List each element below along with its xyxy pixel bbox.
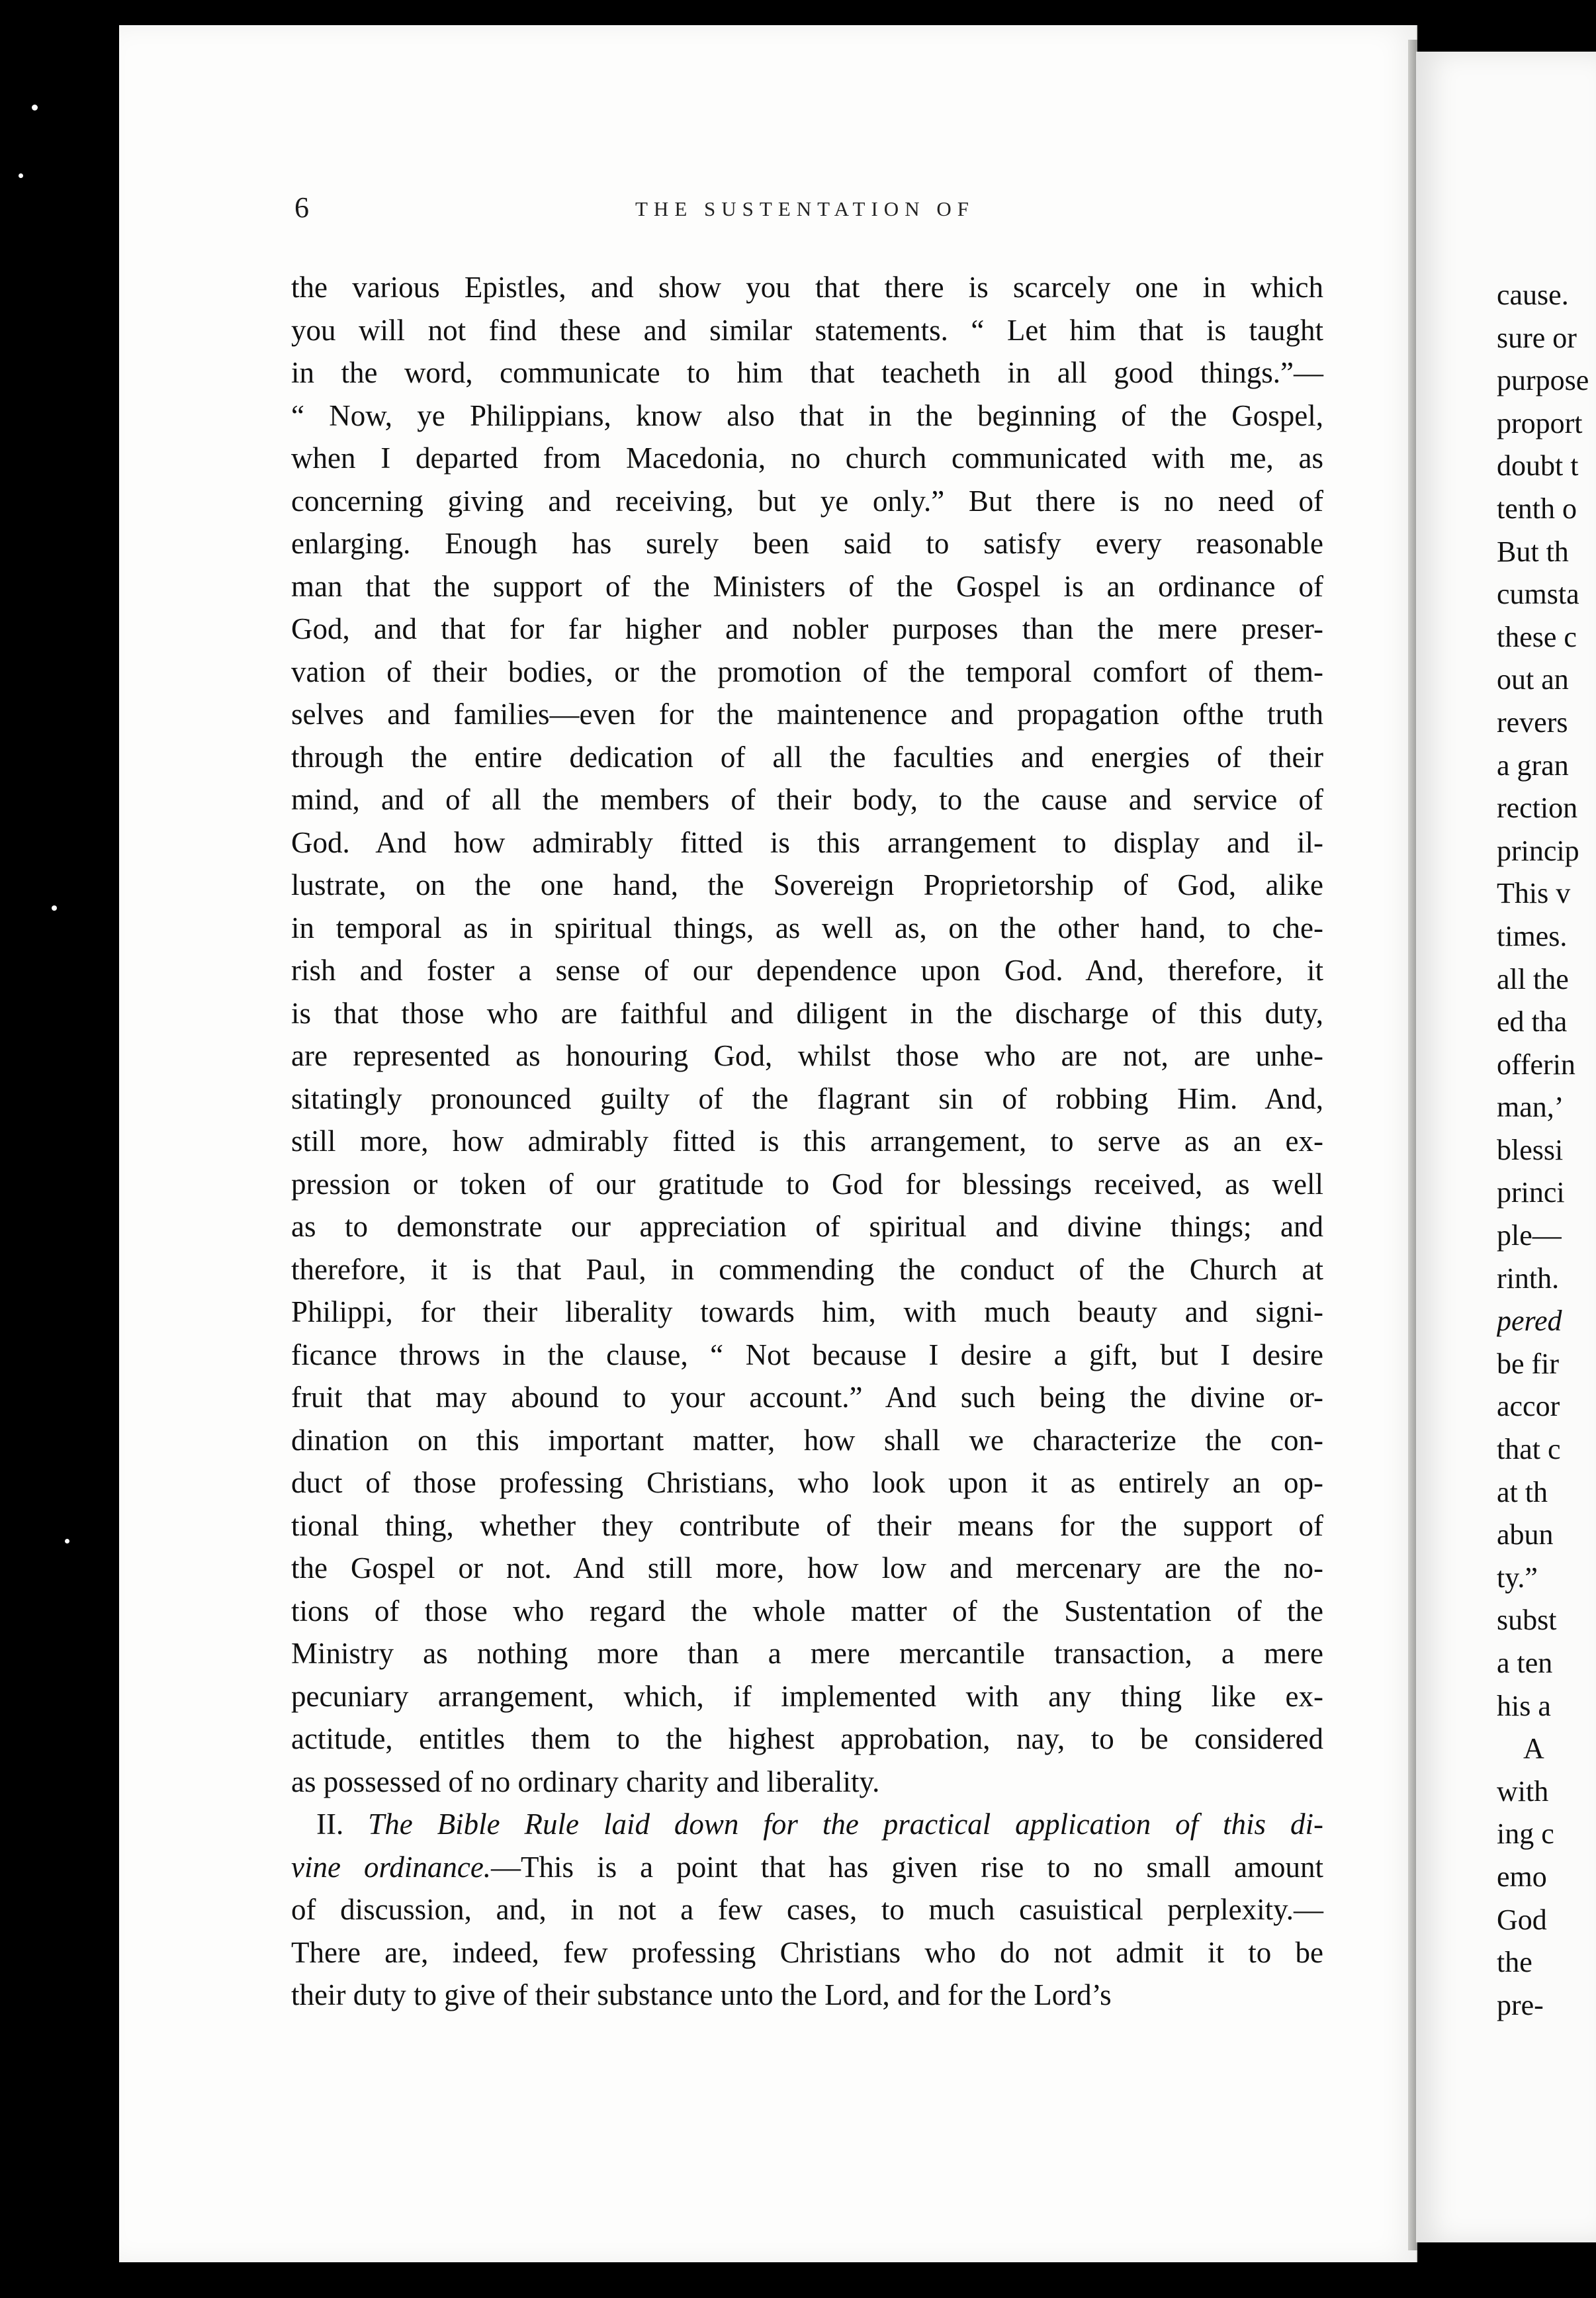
right-text-fragment: cause. — [1497, 279, 1569, 311]
text-line: actitude, entitles them to the highest approbation, nay, to be considered — [291, 1722, 1323, 1755]
text-line: their duty to give of their substance unto the Lord, and for the Lord’s — [291, 1978, 1112, 2011]
right-text-fragment: pre- — [1497, 1988, 1544, 2021]
text-line: rish and foster a sense of our dependence upon God. And, therefore, it — [291, 954, 1323, 987]
right-text-fragment: revers — [1497, 706, 1568, 739]
text-line: concerning giving and receiving, but ye only.” But there is no need of — [291, 484, 1323, 518]
right-text-fragment: out an — [1497, 663, 1569, 696]
text-line: tions of those who regard the whole matter of the Sustentation of the — [291, 1594, 1323, 1628]
text-line: lustrate, on the one hand, the Sovereign Proprietorship of God, alike — [291, 868, 1323, 901]
right-text-fragment: But th — [1497, 535, 1569, 568]
text-line: pecuniary arrangement, which, if implemented with any thing like ex- — [291, 1679, 1323, 1713]
text-line: II. The Bible Rule laid down for the practical application of this di- — [316, 1808, 1323, 1841]
right-text-fragment: offerin — [1497, 1048, 1575, 1081]
text-line: fruit that may abound to your account.” And such being the divine or- — [291, 1381, 1323, 1414]
text-line: vine ordinance.—This is a point that has given rise to no small amount — [291, 1850, 1323, 1884]
text-line: the Gospel or not. And still more, how low and mercenary are the no- — [291, 1551, 1323, 1585]
body-text — [291, 266, 1323, 2017]
text-line: you will not find these and similar statements. “ Let him that is taught — [291, 313, 1323, 347]
text-line: God, and that for far higher and nobler purposes than the mere preser- — [291, 612, 1323, 645]
right-text-fragment: these c — [1497, 620, 1577, 653]
right-text-fragment: be fir — [1497, 1347, 1560, 1380]
text-line: is that those who are faithful and diligent in the discharge of this duty, — [291, 996, 1323, 1030]
right-text-fragment: tenth o — [1497, 492, 1577, 525]
right-text-fragment: God — [1497, 1903, 1547, 1936]
right-text-fragment: rection — [1497, 792, 1578, 825]
right-text-fragment: princip — [1497, 834, 1579, 867]
text-line: through the entire dedication of all the faculties and energies of their — [291, 740, 1323, 774]
text-line: tional thing, whether they contribute of their means for the support of — [291, 1508, 1323, 1542]
right-text-fragment: accor — [1497, 1390, 1560, 1423]
text-line: in the word, communicate to him that teacheth in all good things.”— — [291, 356, 1323, 389]
right-text-fragment: man,’ — [1497, 1091, 1564, 1124]
text-line: are represented as honouring God, whilst those who are not, are unhe- — [291, 1039, 1323, 1072]
right-text-fragment: ple— — [1497, 1219, 1562, 1252]
text-line: ficance throws in the clause, “ Not because I desire a gift, but I desire — [291, 1338, 1323, 1371]
text-line: when I departed from Macedonia, no church communicated with me, as — [291, 441, 1323, 475]
text-line: There are, indeed, few professing Christians who do not admit it to be — [291, 1935, 1323, 1969]
right-text-fragment: a ten — [1497, 1647, 1553, 1679]
right-text-fragment: cumsta — [1497, 578, 1579, 611]
text-line: pression or token of our gratitude to God for blessings received, as well — [291, 1167, 1323, 1201]
right-text-fragment: abun — [1497, 1518, 1554, 1551]
text-line: still more, how admirably fitted is this arrangement, to serve as an ex- — [291, 1125, 1323, 1158]
scan-speck — [52, 905, 57, 911]
right-text-fragment: purpose — [1497, 364, 1589, 397]
right-text-fragment: This v — [1497, 877, 1571, 910]
text-line: “ Now, ye Philippians, know also that in the beginning of the Gospel, — [291, 398, 1323, 432]
right-text-fragment: sure or — [1497, 321, 1577, 354]
scan-speck — [65, 1539, 69, 1543]
text-line: mind, and of all the members of their body, to the cause and service of — [291, 783, 1323, 816]
right-page-text — [1497, 274, 1596, 2027]
right-text-fragment: all the — [1497, 962, 1569, 995]
text-line: as possessed of no ordinary charity and liberality. — [291, 1765, 880, 1798]
text-line: dination on this important matter, how shall we characterize the con- — [291, 1423, 1323, 1457]
right-text-fragment: ty.” — [1497, 1561, 1538, 1594]
right-text-fragment: emo — [1497, 1860, 1547, 1893]
text-line: duct of those professing Christians, who look upon it as entirely an op- — [291, 1466, 1323, 1499]
text-line: selves and families—even for the maintenence and propagation ofthe truth — [291, 698, 1323, 731]
right-text-fragment: a gran — [1497, 749, 1569, 782]
text-line: sitatingly pronounced guilty of the flagrant sin of robbing Him. And, — [291, 1081, 1323, 1115]
right-text-fragment: that c — [1497, 1433, 1561, 1466]
right-text-fragment: times. — [1497, 919, 1568, 952]
text-line: of discussion, and, in not a few cases, to much casuistical perplexity.— — [291, 1893, 1323, 1926]
right-text-fragment: pered — [1497, 1305, 1562, 1338]
text-line: Ministry as nothing more than a mere mercantile transaction, a mere — [291, 1637, 1323, 1670]
right-text-fragment: blessi — [1497, 1133, 1564, 1166]
right-text-fragment: with — [1497, 1774, 1549, 1808]
right-text-fragment: his a — [1497, 1689, 1551, 1722]
right-text-fragment: at th — [1497, 1475, 1548, 1508]
text-line: the various Epistles, and show you that there is scarcely one in which — [291, 271, 1323, 304]
right-text-fragment: proport — [1497, 406, 1583, 439]
right-text-fragment: the — [1497, 1946, 1532, 1979]
text-line: Philippi, for their liberality towards him, with much beauty and signi- — [291, 1295, 1323, 1328]
text-line: as to demonstrate our appreciation of spiritual and divine things; and — [291, 1210, 1323, 1243]
scan-speck — [32, 105, 38, 111]
running-head: THE SUSTENTATION OF — [635, 197, 975, 220]
right-text-fragment: princi — [1497, 1176, 1565, 1209]
right-text-fragment: A — [1523, 1732, 1544, 1765]
right-text-fragment: ing c — [1497, 1817, 1554, 1851]
text-line: in temporal as in spiritual things, as well as, on the other hand, to che- — [291, 911, 1323, 944]
scan-speck — [19, 173, 23, 178]
right-text-fragment: rinth. — [1497, 1262, 1560, 1295]
text-line: therefore, it is that Paul, in commending the conduct of the Church at — [291, 1252, 1323, 1286]
right-text-fragment: subst — [1497, 1604, 1557, 1637]
page-number: 6 — [294, 191, 309, 224]
right-text-fragment: ed tha — [1497, 1005, 1568, 1038]
text-line: enlarging. Enough has surely been said to satisfy every reasonable — [291, 527, 1323, 560]
text-line: vation of their bodies, or the promotion of the temporal comfort of them- — [291, 655, 1323, 688]
right-text-fragment: doubt t — [1497, 449, 1579, 483]
text-line: God. And how admirably fitted is this arrangement to display and il- — [291, 825, 1323, 859]
text-line: man that the support of the Ministers of the Gospel is an ordinance of — [291, 569, 1323, 603]
